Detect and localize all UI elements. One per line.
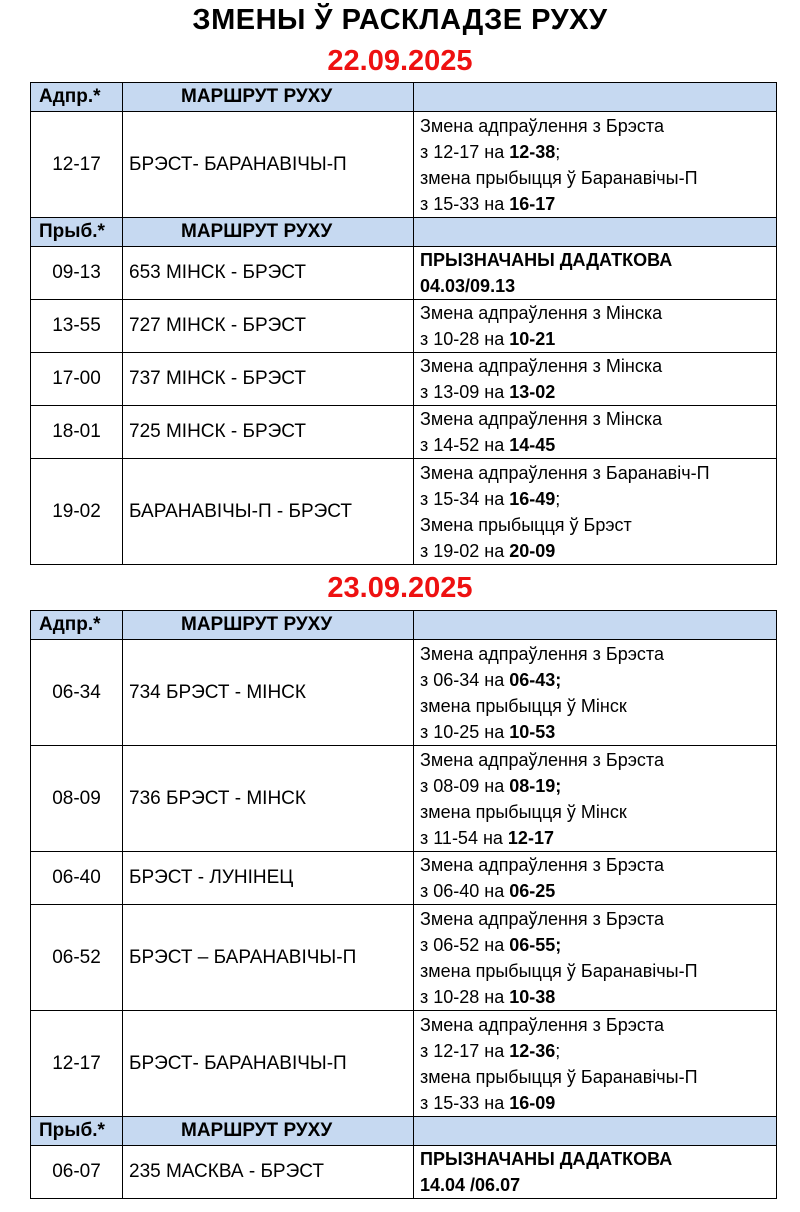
schedule-table	[30, 610, 777, 1199]
table-row	[31, 640, 777, 746]
schedule-table	[30, 82, 777, 565]
additional-label: ПРЫЗНАЧАНЫ ДАДАТКОВА	[420, 1149, 673, 1169]
new-time: 20-09	[509, 540, 556, 561]
table-row	[31, 112, 777, 218]
column-header-route: МАРШРУТ РУХУ	[123, 83, 414, 112]
column-header-time: Прыб.*	[31, 1117, 123, 1146]
table-row	[31, 353, 777, 406]
table-row	[31, 746, 777, 852]
change-label: Змена адпраўлення з Мінска	[420, 356, 663, 376]
change-label: змена прыбыцця ў Мінск	[420, 801, 627, 822]
old-time: з 13-09 на	[420, 382, 510, 402]
change-label: змена прыбыцця ў Баранавічы-П	[420, 1066, 698, 1087]
additional-label: ПРЫЗНАЧАНЫ ДАДАТКОВА	[420, 250, 673, 270]
time-cell: 18-01	[31, 406, 123, 459]
additional-dates: 14.04 /06.07	[420, 1175, 521, 1195]
new-time: 12-36	[509, 1040, 556, 1061]
column-header-changes	[414, 1117, 777, 1146]
separator: ;	[555, 141, 561, 162]
old-time: з 06-34 на	[420, 669, 510, 690]
route-cell: БРЭСТ - ЛУНІНЕЦ	[123, 852, 414, 905]
table-row	[31, 300, 777, 353]
new-time: 16-09	[509, 1092, 556, 1113]
change-label: Змена адпраўлення з Брэста	[420, 115, 664, 136]
change-label: Змена адпраўлення з Брэста	[420, 643, 664, 664]
new-time: 06-25	[509, 881, 556, 901]
new-time: 14-45	[509, 435, 556, 455]
date-heading: 23.09.2025	[327, 572, 473, 604]
change-cell	[414, 905, 777, 1011]
change-cell	[414, 300, 777, 353]
old-time: з 10-28 на	[420, 986, 510, 1007]
old-time: з 10-28 на	[420, 329, 510, 349]
time-cell: 08-09	[31, 746, 123, 852]
table-header-row	[31, 1117, 777, 1146]
change-label: змена прыбыцця ў Баранавічы-П	[420, 167, 698, 188]
old-time: з 14-52 на	[420, 435, 510, 455]
change-label: Змена адпраўлення з Брэста	[420, 908, 664, 929]
column-header-time: Адпр.*	[31, 611, 123, 640]
change-label: Змена адпраўлення з Мінска	[420, 409, 663, 429]
change-label: Змена адпраўлення з Брэста	[420, 1014, 664, 1035]
change-cell	[414, 459, 777, 565]
date-heading: 22.09.2025	[327, 45, 473, 77]
table-row	[31, 852, 777, 905]
table-header-row	[31, 611, 777, 640]
route-cell: 727 МІНСК - БРЭСТ	[123, 300, 414, 353]
old-time: з 08-09 на	[420, 775, 510, 796]
column-header-route: МАРШРУТ РУХУ	[123, 611, 414, 640]
old-time: з 06-40 на	[420, 881, 510, 901]
old-time: з 15-33 на	[420, 1092, 510, 1113]
change-cell	[414, 247, 777, 300]
time-cell: 06-34	[31, 640, 123, 746]
old-time: з 12-17 на	[420, 1040, 510, 1061]
route-cell: 737 МІНСК - БРЭСТ	[123, 353, 414, 406]
old-time: з 15-34 на	[420, 488, 510, 509]
column-header-changes	[414, 83, 777, 112]
change-label: Змена адпраўлення з Брэста	[420, 855, 664, 875]
table-row	[31, 247, 777, 300]
new-time: 06-55;	[509, 934, 562, 955]
column-header-changes	[414, 218, 777, 247]
time-cell: 06-07	[31, 1146, 123, 1199]
route-cell: 734 БРЭСТ - МІНСК	[123, 640, 414, 746]
table-row	[31, 1011, 777, 1117]
time-cell: 09-13	[31, 247, 123, 300]
time-cell: 12-17	[31, 1011, 123, 1117]
old-time: з 10-25 на	[420, 721, 510, 742]
time-cell: 12-17	[31, 112, 123, 218]
change-label: Змена адпраўлення з Брэста	[420, 749, 664, 770]
change-cell	[414, 852, 777, 905]
new-time: 13-02	[509, 382, 556, 402]
time-cell: 06-52	[31, 905, 123, 1011]
column-header-route: МАРШРУТ РУХУ	[123, 1117, 414, 1146]
table-header-row	[31, 218, 777, 247]
new-time: 12-17	[507, 827, 554, 848]
time-cell: 19-02	[31, 459, 123, 565]
route-cell: 235 МАСКВА - БРЭСТ	[123, 1146, 414, 1199]
route-cell: 725 МІНСК - БРЭСТ	[123, 406, 414, 459]
route-cell: БРЭСТ- БАРАНАВІЧЫ-П	[123, 1011, 414, 1117]
change-cell	[414, 640, 777, 746]
additional-dates: 04.03/09.13	[420, 276, 516, 296]
route-cell: 736 БРЭСТ - МІНСК	[123, 746, 414, 852]
new-time: 08-19;	[509, 775, 562, 796]
change-cell	[414, 112, 777, 218]
separator: ;	[555, 1040, 561, 1061]
change-label: Змена адпраўлення з Мінска	[420, 303, 663, 323]
column-header-time: Адпр.*	[31, 83, 123, 112]
page-title: ЗМЕНЫ Ў РАСКЛАДЗЕ РУХУ	[192, 4, 608, 36]
change-label: змена прыбыцця ў Баранавічы-П	[420, 960, 698, 981]
new-time: 10-21	[509, 329, 556, 349]
old-time: з 12-17 на	[420, 141, 510, 162]
change-cell	[414, 406, 777, 459]
time-cell: 17-00	[31, 353, 123, 406]
change-cell	[414, 353, 777, 406]
table-row	[31, 905, 777, 1011]
new-time: 16-49	[509, 488, 556, 509]
table-row	[31, 459, 777, 565]
route-cell: БРЭСТ – БАРАНАВІЧЫ-П	[123, 905, 414, 1011]
new-time: 12-38	[509, 141, 556, 162]
route-cell: БАРАНАВІЧЫ-П - БРЭСТ	[123, 459, 414, 565]
change-label: Змена адпраўлення з Баранавіч-П	[420, 462, 710, 483]
new-time: 10-53	[509, 721, 556, 742]
old-time: з 06-52 на	[420, 934, 510, 955]
route-cell: 653 МІНСК - БРЭСТ	[123, 247, 414, 300]
new-time: 16-17	[509, 193, 556, 214]
old-time: з 19-02 на	[420, 540, 510, 561]
column-header-changes	[414, 611, 777, 640]
column-header-route: МАРШРУТ РУХУ	[123, 218, 414, 247]
new-time: 06-43;	[509, 669, 562, 690]
route-cell: БРЭСТ- БАРАНАВІЧЫ-П	[123, 112, 414, 218]
old-time: з 11-54 на	[420, 827, 508, 848]
table-row	[31, 406, 777, 459]
time-cell: 13-55	[31, 300, 123, 353]
table-row	[31, 1146, 777, 1199]
change-label: змена прыбыцця ў Мінск	[420, 695, 627, 716]
change-label: Змена прыбыцця ў Брэст	[420, 514, 632, 535]
old-time: з 15-33 на	[420, 193, 510, 214]
table-header-row	[31, 83, 777, 112]
new-time: 10-38	[509, 986, 556, 1007]
change-cell	[414, 1146, 777, 1199]
column-header-time: Прыб.*	[31, 218, 123, 247]
change-cell	[414, 1011, 777, 1117]
separator: ;	[555, 488, 561, 509]
change-cell	[414, 746, 777, 852]
time-cell: 06-40	[31, 852, 123, 905]
